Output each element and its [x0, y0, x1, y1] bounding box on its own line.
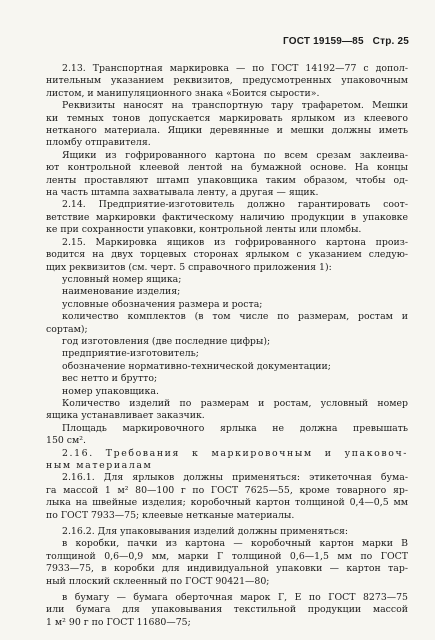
text-line: 2.13. Транспортная маркировка — по ГОСТ 14192—77 с допол-	[62, 63, 408, 74]
text-line: обозначение нормативно-технической документации;	[62, 360, 331, 372]
text-line: га массой 1 м² 80—100 г по ГОСТ 7625—55, кроме товарного яр-	[46, 484, 408, 496]
text-line: 150 см².	[46, 435, 87, 447]
text-line: 2.15. Маркировка ящиков из гофрированного картона произ-	[62, 236, 408, 248]
text-line: нительным указанием реквизитов, предусмотренных упаковочным	[46, 75, 408, 87]
text-line: пломбу отправителя.	[46, 137, 151, 149]
text-line: щих реквизитов (см. черт. 5 справочного приложения 1):	[46, 261, 332, 273]
text-line: 2.14. Предприятие-изготовитель должно гарантировать соот-	[62, 199, 408, 211]
text-line: Количество изделий по размерам и ростам, условный номер	[62, 397, 408, 409]
text-line: условный номер ящика;	[62, 273, 182, 285]
standard-number: ГОСТ 19159—85	[283, 36, 364, 47]
text-line: 2.16.1. Для ярлыков должны применяться: этикеточная бума-	[62, 472, 408, 484]
text-line: Реквизиты наносят на транспортную тару трафаретом. Мешки	[62, 100, 408, 112]
text-line: 2.16. Требования к маркировочным и упаковоч-	[62, 447, 408, 459]
page-label: Стр.	[372, 36, 395, 47]
page-number: 25	[397, 36, 409, 47]
text-line: Ящики из гофрированного картона по всем срезам заклеива-	[62, 149, 408, 161]
text-line: ленты проставляют штамп упаковщика таким образом, чтобы од-	[46, 174, 408, 186]
text-line: или бумага для упаковывания текстильной продукции массой	[46, 604, 408, 616]
text-line: листом, и манипуляционного знака «Боится сырости».	[46, 87, 320, 99]
text-line: в бумагу — бумага оберточная марок Г, Е по ГОСТ 8273—75	[62, 592, 408, 604]
text-line: водится на двух торцевых сторонах ярлыком с указанием следую-	[46, 249, 408, 261]
text-line: 7933—75, в коробки для индивидуальной упаковки — картон тар-	[46, 563, 408, 575]
text-line: 1 м² 90 г по ГОСТ 11680—75;	[46, 616, 191, 628]
text-line: 2.16.2. Для упаковывания изделий должны применяться:	[62, 526, 349, 538]
text-line: ветствие маркировки фактическому наличию продукции в упаковке	[46, 211, 408, 223]
text-line: номер упаковщика.	[62, 385, 159, 397]
page-header	[283, 36, 409, 47]
text-line: сортам);	[46, 323, 88, 335]
text-line: ют контрольной клеевой лентой на бумажной основе. На концы	[46, 162, 408, 174]
text-line: ный плоский склеенный по ГОСТ 90421—80;	[46, 575, 270, 587]
text-line: в коробки, пачки из картона — коробочный картон марки В	[62, 538, 408, 550]
text-line: предприятие-изготовитель;	[62, 348, 199, 360]
text-line: наименование изделия;	[62, 286, 181, 298]
text-line: Площадь маркировочного ярлыка не должна превышать	[62, 422, 408, 434]
text-line: год изготовления (две последние цифры);	[62, 335, 271, 347]
text-line: количество комплектов (в том числе по размерам, ростам и	[62, 311, 408, 323]
text-line: толщиной 0,6—0,9 мм, марки Г толщиной 0,6—1,5 мм по ГОСТ	[46, 550, 408, 562]
text-line: по ГОСТ 7933—75; клеевые нетканые материалы.	[46, 509, 295, 521]
text-line: вес нетто и брутто;	[62, 373, 158, 385]
text-line: условные обозначения размера и роста;	[62, 298, 263, 310]
text-line: ящика устанавливает заказчик.	[46, 410, 205, 422]
text-line: нетканого материала. Ящики деревянные и мешки должны иметь	[46, 125, 408, 137]
text-line: на часть штампа захватывала ленту, а другая — ящик.	[46, 187, 319, 199]
text-line: лыка на швейные изделия; коробочный картон толщиной 0,4—0,5 мм	[46, 497, 408, 509]
text-line: ным материалам	[46, 460, 153, 471]
text-line: ке при сохранности упаковки, контрольной ленты или пломбы.	[46, 224, 362, 236]
document-body	[46, 63, 408, 629]
text-line: ки темных тонов допускается маркировать ярлыком из клеевого	[46, 112, 408, 124]
